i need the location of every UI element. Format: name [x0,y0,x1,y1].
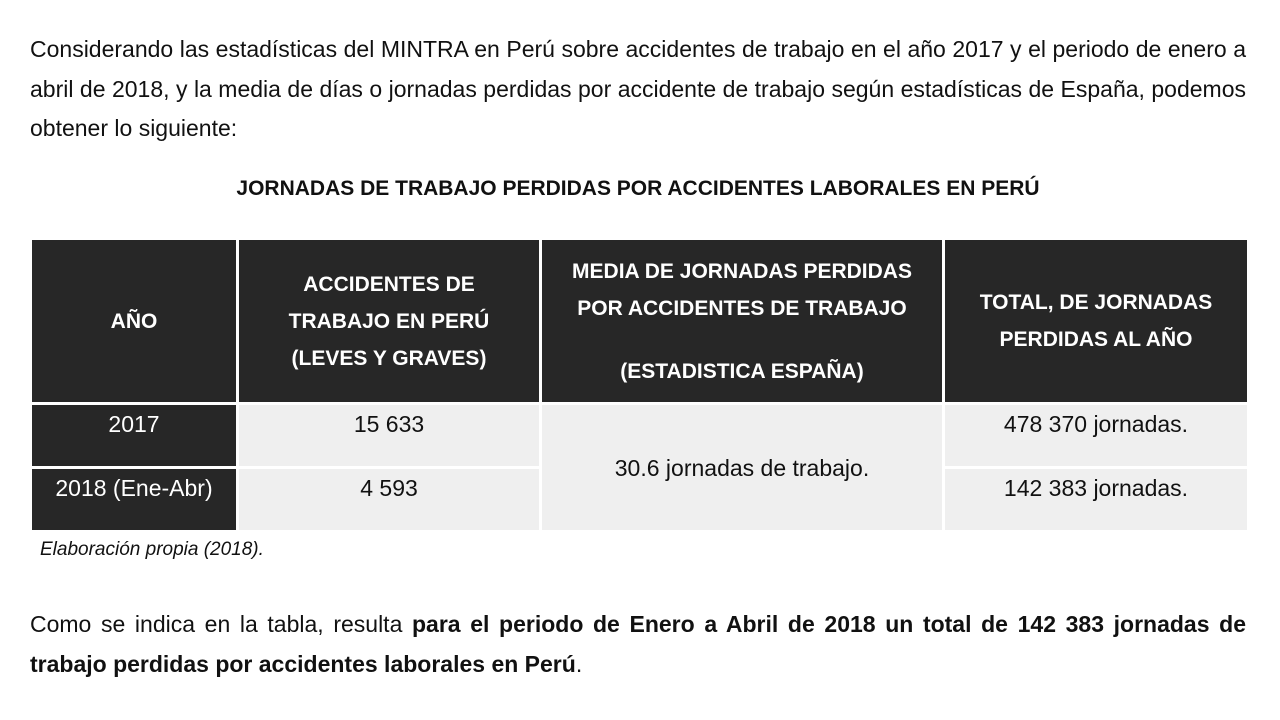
header-accidents [238,239,541,404]
conclusion-highlight: para el periodo de Enero a Abril de 2018 un total de 142 383 jornadas de trabajo perdidas por accidentes laborales en Perú [30,611,1246,677]
header-total [944,239,1249,404]
header-year: AÑO [31,239,238,404]
table-source-caption: Elaboración propia (2018). [40,539,264,560]
header-accidents-text: ACCIDENTES DE TRABAJO EN PERÚ (LEVES Y GRAVES) [288,272,490,370]
table-row [31,404,1249,468]
table-title: JORNADAS DE TRABAJO PERDIDAS POR ACCIDENTES LABORALES EN PERÚ [236,177,1040,200]
row-year: 2018 (Ene-Abr) [31,468,238,532]
table-header-row [31,239,1249,404]
header-mean-lost-days [541,239,944,404]
row-year: 2017 [31,404,238,468]
intro-paragraph: Considerando las estadísticas del MINTRA en Perú sobre accidentes de trabajo en el año 2017 y el periodo de enero a abril de 2018, y la media de días o jornadas perdidas por accidente de trabajo según estadísticas de España, podemos obtener lo siguiente: [30,36,1246,141]
lost-workdays-table [29,237,1250,533]
header-total-text: TOTAL, DE JORNADAS PERDIDAS AL AÑO [979,291,1213,351]
row-total: 142 383 jornadas. [944,468,1249,532]
header-mean-line2: (ESTADISTICA ESPAÑA) [620,359,864,383]
conclusion-paragraph [30,605,1246,684]
header-mean-line1: MEDIA DE JORNADAS PERDIDAS POR ACCIDENTES DE TRABAJO [572,259,912,320]
conclusion-suffix: . [575,650,583,677]
row-accidents: 4 593 [238,468,541,532]
row-total: 478 370 jornadas. [944,404,1249,468]
row-accidents: 15 633 [238,404,541,468]
mean-lost-days-value: 30.6 jornadas de trabajo. [541,404,944,532]
conclusion-prefix: Como se indica en la tabla, resulta [30,611,412,637]
